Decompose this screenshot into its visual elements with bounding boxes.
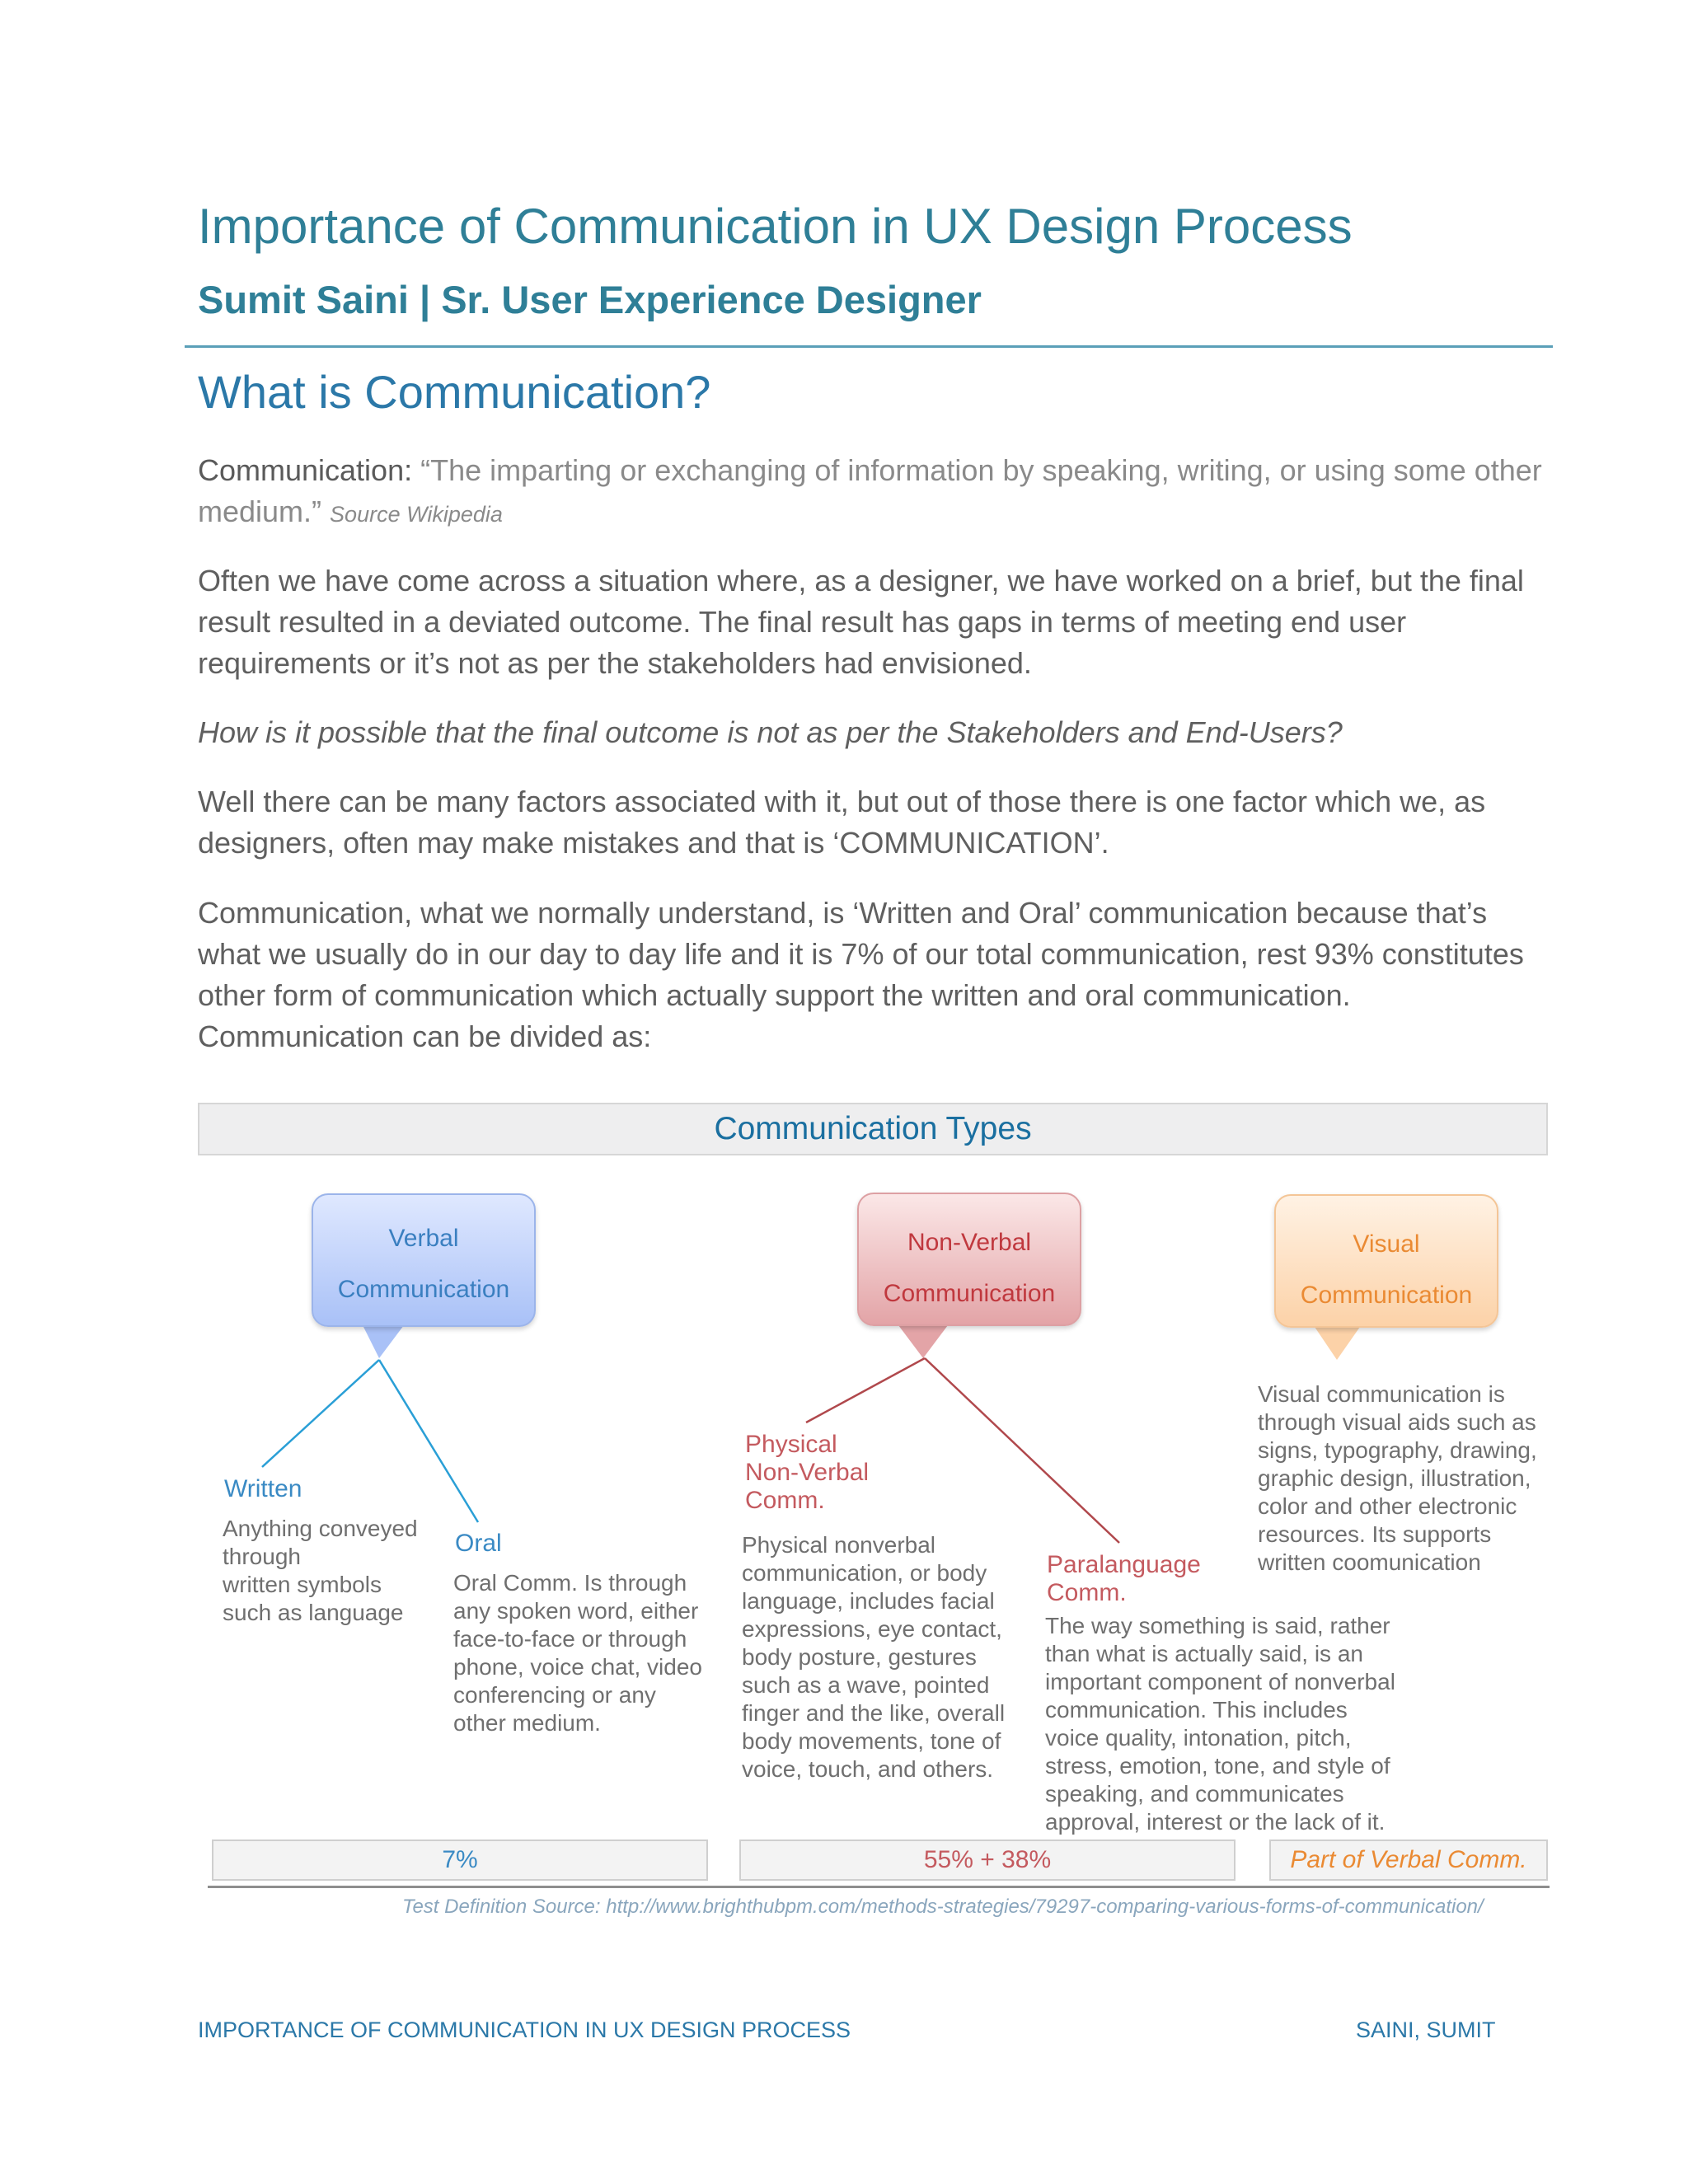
desc-line: written symbols bbox=[223, 1572, 382, 1597]
desc-line: face-to-face or through bbox=[453, 1626, 687, 1652]
footer-author: SAINI, SUMIT bbox=[1356, 2018, 1496, 2042]
desc-line: communication. This includes bbox=[1045, 1697, 1348, 1722]
desc-line: language, includes facial bbox=[742, 1588, 995, 1614]
desc-line: speaking, and communicates bbox=[1045, 1781, 1344, 1807]
label-line: Comm. bbox=[1047, 1579, 1127, 1606]
desc-line: graphic design, illustration, bbox=[1258, 1465, 1531, 1491]
verbal-percentage: 7% bbox=[212, 1840, 708, 1881]
desc-line: communication, or body bbox=[742, 1560, 987, 1586]
paragraph-1: Often we have come across a situation where, as a designer, we have worked on a brief, but the final result resulted in a deviated outcome. The final result has gaps in terms of meeting end user requirements or it’s not as per the stakeholders had envisioned. bbox=[198, 564, 1524, 680]
document-title: Importance of Communication in UX Design Process bbox=[198, 199, 1353, 254]
paralanguage-description bbox=[1045, 1612, 1395, 1836]
desc-line: stress, emotion, tone, and style of bbox=[1045, 1753, 1390, 1779]
visual-percentage-note: Part of Verbal Comm. bbox=[1269, 1840, 1548, 1881]
desc-line: phone, voice chat, video bbox=[453, 1654, 702, 1680]
label-line: Non-Verbal bbox=[745, 1459, 870, 1486]
written-connector bbox=[262, 1360, 379, 1467]
desc-line: conferencing or any bbox=[453, 1682, 656, 1708]
test-definition-source: Test Definition Source: http://www.brighthubpm.com/methods-strategies/79297-comparing-various-forms-of-communication/ bbox=[402, 1896, 1484, 1918]
visual-communication-bubble bbox=[1274, 1194, 1498, 1328]
desc-line: through bbox=[223, 1544, 301, 1569]
desc-line: signs, typography, drawing, bbox=[1258, 1437, 1537, 1463]
verbal-line1: Verbal bbox=[388, 1225, 459, 1252]
desc-line: approval, interest or the lack of it. bbox=[1045, 1809, 1386, 1835]
diagram-header: Communication Types bbox=[198, 1103, 1548, 1155]
desc-line: Physical nonverbal bbox=[742, 1532, 936, 1558]
nonverbal-line2: Communication bbox=[883, 1280, 1056, 1307]
paragraph-2: Well there can be many factors associated with it, but out of those there is one factor which we, as designers, often may make mistakes and that is ‘COMMUNICATION’. bbox=[198, 785, 1486, 860]
desc-line: color and other electronic bbox=[1258, 1493, 1517, 1519]
desc-line: written coomunication bbox=[1258, 1549, 1481, 1575]
oral-connector bbox=[379, 1360, 478, 1522]
visual-pointer bbox=[1315, 1327, 1360, 1360]
physical-description bbox=[742, 1531, 1005, 1783]
visual-line1: Visual bbox=[1353, 1230, 1420, 1258]
nonverbal-communication-bubble bbox=[857, 1193, 1081, 1326]
paralanguage-connector bbox=[925, 1358, 1119, 1543]
written-label: Written bbox=[224, 1475, 302, 1502]
definition-label: Communication: bbox=[198, 453, 413, 487]
question-paragraph: How is it possible that the final outcome is not as per the Stakeholders and End-Users? bbox=[198, 715, 1343, 749]
desc-line: resources. Its supports bbox=[1258, 1521, 1492, 1547]
definition-source: Source Wikipedia bbox=[330, 502, 503, 527]
desc-line: any spoken word, either bbox=[453, 1598, 699, 1624]
nonverbal-line1: Non-Verbal bbox=[907, 1229, 1032, 1256]
verbal-communication-bubble bbox=[312, 1193, 536, 1327]
desc-line: expressions, eye contact, bbox=[742, 1616, 1002, 1642]
desc-line: such as a wave, pointed bbox=[742, 1672, 990, 1698]
nonverbal-pointer bbox=[898, 1325, 948, 1358]
paralanguage-label bbox=[1047, 1551, 1201, 1607]
label-line: Comm. bbox=[745, 1487, 825, 1514]
desc-line: such as language bbox=[223, 1600, 404, 1625]
desc-line: finger and the like, overall bbox=[742, 1700, 1006, 1726]
desc-line: important component of nonverbal bbox=[1045, 1669, 1395, 1694]
label-line: Physical bbox=[745, 1431, 837, 1458]
desc-line: other medium. bbox=[453, 1710, 601, 1736]
written-description bbox=[223, 1515, 418, 1627]
physical-label bbox=[745, 1431, 869, 1515]
desc-line: The way something is said, rather bbox=[1045, 1613, 1390, 1638]
definition-quote: “The imparting or exchanging of information by speaking, writing, or using some other medium.” bbox=[198, 453, 1542, 528]
author-subtitle: Sumit Saini | Sr. User Experience Designer bbox=[198, 278, 982, 321]
desc-line: Anything conveyed bbox=[223, 1516, 418, 1541]
desc-line: body posture, gestures bbox=[742, 1644, 977, 1670]
desc-line: voice quality, intonation, pitch, bbox=[1045, 1725, 1352, 1750]
desc-line: body movements, tone of bbox=[742, 1728, 1001, 1754]
visual-description bbox=[1258, 1380, 1537, 1577]
desc-line: than what is actually said, is an bbox=[1045, 1641, 1363, 1666]
verbal-pointer bbox=[363, 1325, 404, 1358]
desc-line: through visual aids such as bbox=[1258, 1409, 1536, 1435]
oral-label: Oral bbox=[455, 1530, 502, 1557]
desc-line: voice, touch, and others. bbox=[742, 1756, 994, 1782]
oral-description bbox=[453, 1569, 702, 1737]
verbal-line2: Communication bbox=[337, 1276, 510, 1303]
paragraph-3: Communication, what we normally understand, is ‘Written and Oral’ communication because that’s what we usually do in our day to day life and it is 7% of our total communication, rest 93% constitutes other form of communication which actually support the written and oral communication. Communication can be divided as: bbox=[198, 896, 1524, 1053]
diagram-divider bbox=[208, 1886, 1550, 1888]
desc-line: Oral Comm. Is through bbox=[453, 1570, 687, 1596]
footer-title: IMPORTANCE OF COMMUNICATION IN UX DESIGN PROCESS bbox=[198, 2018, 851, 2042]
label-line: Paralanguage bbox=[1047, 1551, 1201, 1578]
section-heading: What is Communication? bbox=[198, 366, 711, 418]
desc-line: Visual communication is bbox=[1258, 1381, 1505, 1407]
visual-line2: Communication bbox=[1300, 1282, 1473, 1309]
physical-connector bbox=[806, 1358, 925, 1422]
nonverbal-percentage: 55% + 38% bbox=[739, 1840, 1236, 1881]
